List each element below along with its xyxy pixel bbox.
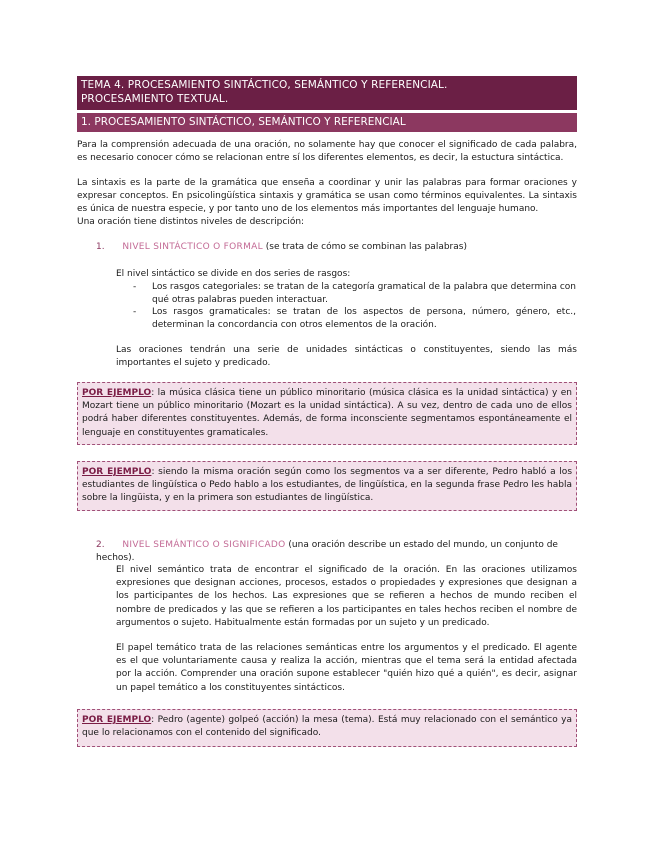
example-label: POR EJEMPLO xyxy=(82,388,152,398)
bullet-text: Los rasgos gramaticales: se tratan de los aspectos de persona, número, género, etc., determinan la concordancia con otros elementos de la oración. xyxy=(152,307,576,331)
intro-paragraph-3: Una oración tiene distintos niveles de descripción: xyxy=(77,217,305,227)
title-line-2: PROCESAMIENTO TEXTUAL. xyxy=(81,93,229,105)
example-text: : la música clásica tiene un público minoritario (música clásica es la unidad sintáctica) y en Mozart tiene un público minoritario (Mozart es la unidad sintáctica). A su vez, dentro de cada uno de ellos podrá haber diferentes constituyentes. Además, de forma inconsciente segmentamos espontáneamente el lenguaje en constituyentes gramaticales. xyxy=(82,388,573,438)
example-label: POR EJEMPLO xyxy=(82,467,152,477)
section-heading: 1. PROCESAMIENTO SINTÁCTICO, SEMÁNTICO Y REFERENCIAL xyxy=(77,113,577,132)
document-title xyxy=(77,76,577,110)
example-label: POR EJEMPLO xyxy=(82,715,152,725)
example-box-2 xyxy=(77,461,577,511)
level-1-title: NIVEL SINTÁCTICO O FORMAL xyxy=(122,242,263,252)
level-2-paragraph-1: El nivel semántico trata de encontrar el significado de la oración. En las oraciones utilizamos expresiones que designan acciones, procesos, estados o propiedades y expresiones que designan a los participantes de los hechos. Las expresiones que se refieren a hechos de mundo reciben el nombre de predicados y las que se refieren a los participantes en tales hechos reciben el nombre de argumentos o sujeto. Habitualmente están formadas por un sujeto y un predicado. xyxy=(116,565,577,628)
bullet-dash: - xyxy=(133,307,137,317)
example-box-3 xyxy=(77,709,577,747)
level-1-number: 1. xyxy=(96,242,105,252)
level-1-paragraph-1: El nivel sintáctico se divide en dos series de rasgos: xyxy=(116,269,351,279)
example-text: : Pedro (agente) golpeó (acción) la mesa (tema). Está muy relacionado con el semántico ya que lo relacionamos con el contenido del significado. xyxy=(82,715,572,739)
level-1-heading xyxy=(96,241,576,254)
level-2-description: (una oración describe un estado del mundo, un conjunto de hechos). xyxy=(96,540,558,563)
bullet-dash: - xyxy=(133,282,137,292)
example-text: : siendo la misma oración según como los segmentos va a ser diferente, Pedro habló a los estudiantes de lingüística o Pedo hablo a los estudiantes, de lingüística, en la segunda frase Pedro les habla sobre la lingüista, y en la primera son estudiantes de lingüística. xyxy=(82,467,573,504)
bullet-text: Los rasgos categoriales: se tratan de la categoría gramatical de la palabra que determina con qué otras palabras pueden interactuar. xyxy=(152,282,576,306)
level-2-title: NIVEL SEMÁNTICO O SIGNIFICADO xyxy=(122,540,286,550)
level-2-heading xyxy=(96,539,576,565)
intro-paragraph-1: Para la comprensión adecuada de una oración, no solamente hay que conocer el significado de cada palabra, es necesario conocer cómo se relacionan entre sí los diferentes elementos, es decir, la estuctura sintáctica. xyxy=(77,140,577,164)
level-1-paragraph-2: Las oraciones tendrán una serie de unidades sintácticas o constituyentes, siendo las más importantes el sujeto y predicado. xyxy=(116,345,577,369)
list-item xyxy=(133,306,577,332)
level-2-number: 2. xyxy=(96,540,105,550)
title-line-1: TEMA 4. PROCESAMIENTO SINTÁCTICO, SEMÁNTICO Y REFERENCIAL. xyxy=(81,79,448,91)
example-box-1 xyxy=(77,382,577,445)
level-1-description: (se trata de cómo se combinan las palabras) xyxy=(262,242,467,252)
intro-paragraph-2: La sintaxis es la parte de la gramática que enseña a coordinar y unir las palabras para formar oraciones y expresar conceptos. En psicolingüística sintaxis y gramática se usan como términos equivalentes. La sintaxis es única de nuestra especie, y por tanto uno de los elementos más importantes del lenguaje humano. xyxy=(77,178,577,215)
level-2-paragraph-2: El papel temático trata de las relaciones semánticas entre los argumentos y el predicado. El agente es el que voluntariamente causa y realiza la acción, mientras que el tema será la entidad afectada por la acción. Comprender una oración supone establecer "quién hizo qué a quién", es decir, asignar un papel temático a los constituyentes sintácticos. xyxy=(116,643,577,693)
list-item xyxy=(133,281,577,307)
